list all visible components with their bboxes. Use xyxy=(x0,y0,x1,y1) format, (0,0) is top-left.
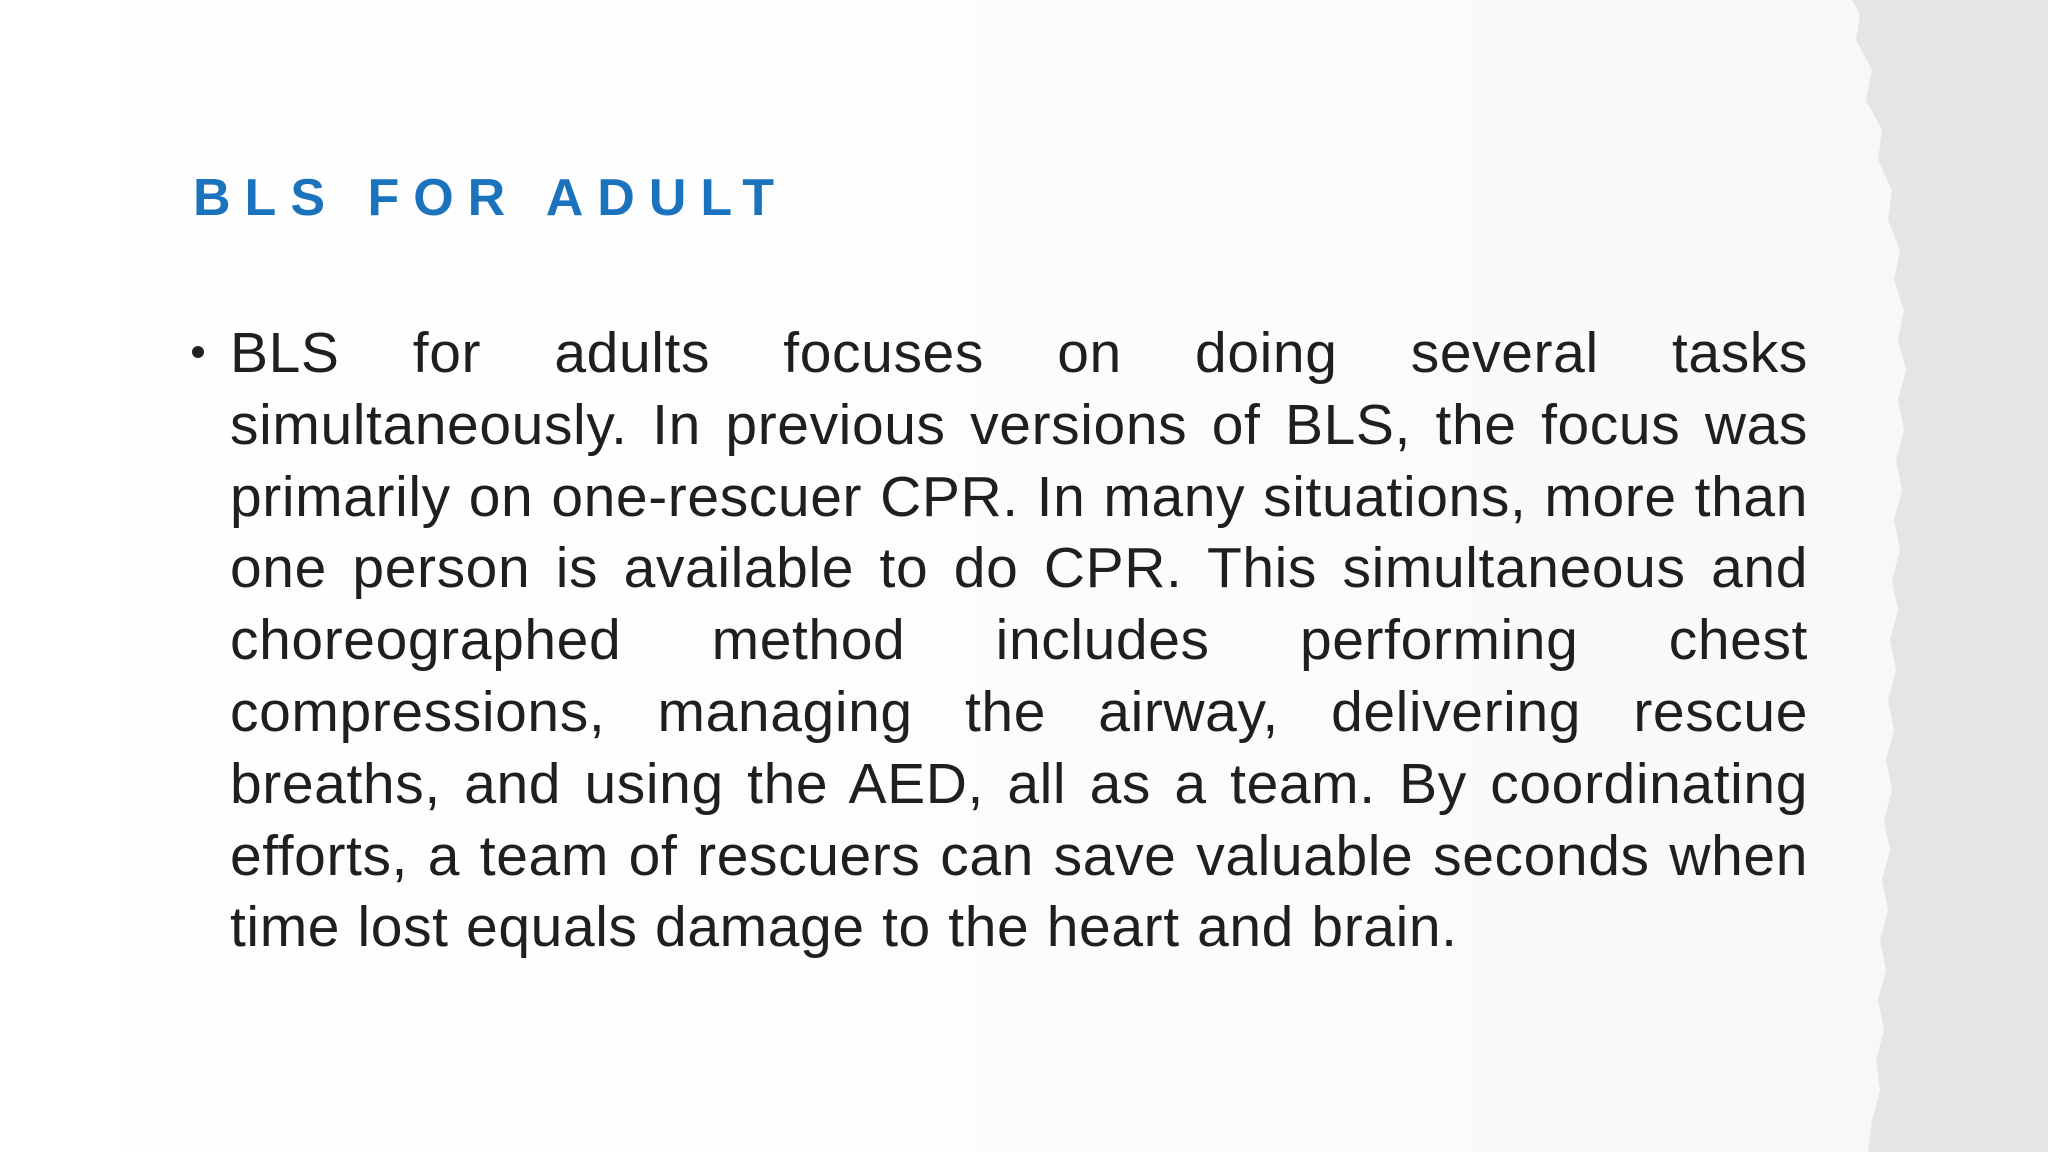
bullet-text: BLS for adults focuses on doing several tasks simultaneously. In previous versions of BLS, the focus was primarily on one-rescuer CPR. In many situations, more than one person is available to do CPR. This simultaneous and choreographed method includes performing chest compressions, managing the airway, delivering rescue breaths, and using the AED, all as a team. By coordinating efforts, a team of rescuers can save valuable seconds when time lost equals damage to the heart and brain. xyxy=(230,321,1808,960)
bullet-point-icon xyxy=(192,346,204,358)
slide-title: BLS FOR ADULT xyxy=(193,169,789,227)
bullet-item xyxy=(186,318,1808,964)
bullet-list xyxy=(186,318,1808,964)
